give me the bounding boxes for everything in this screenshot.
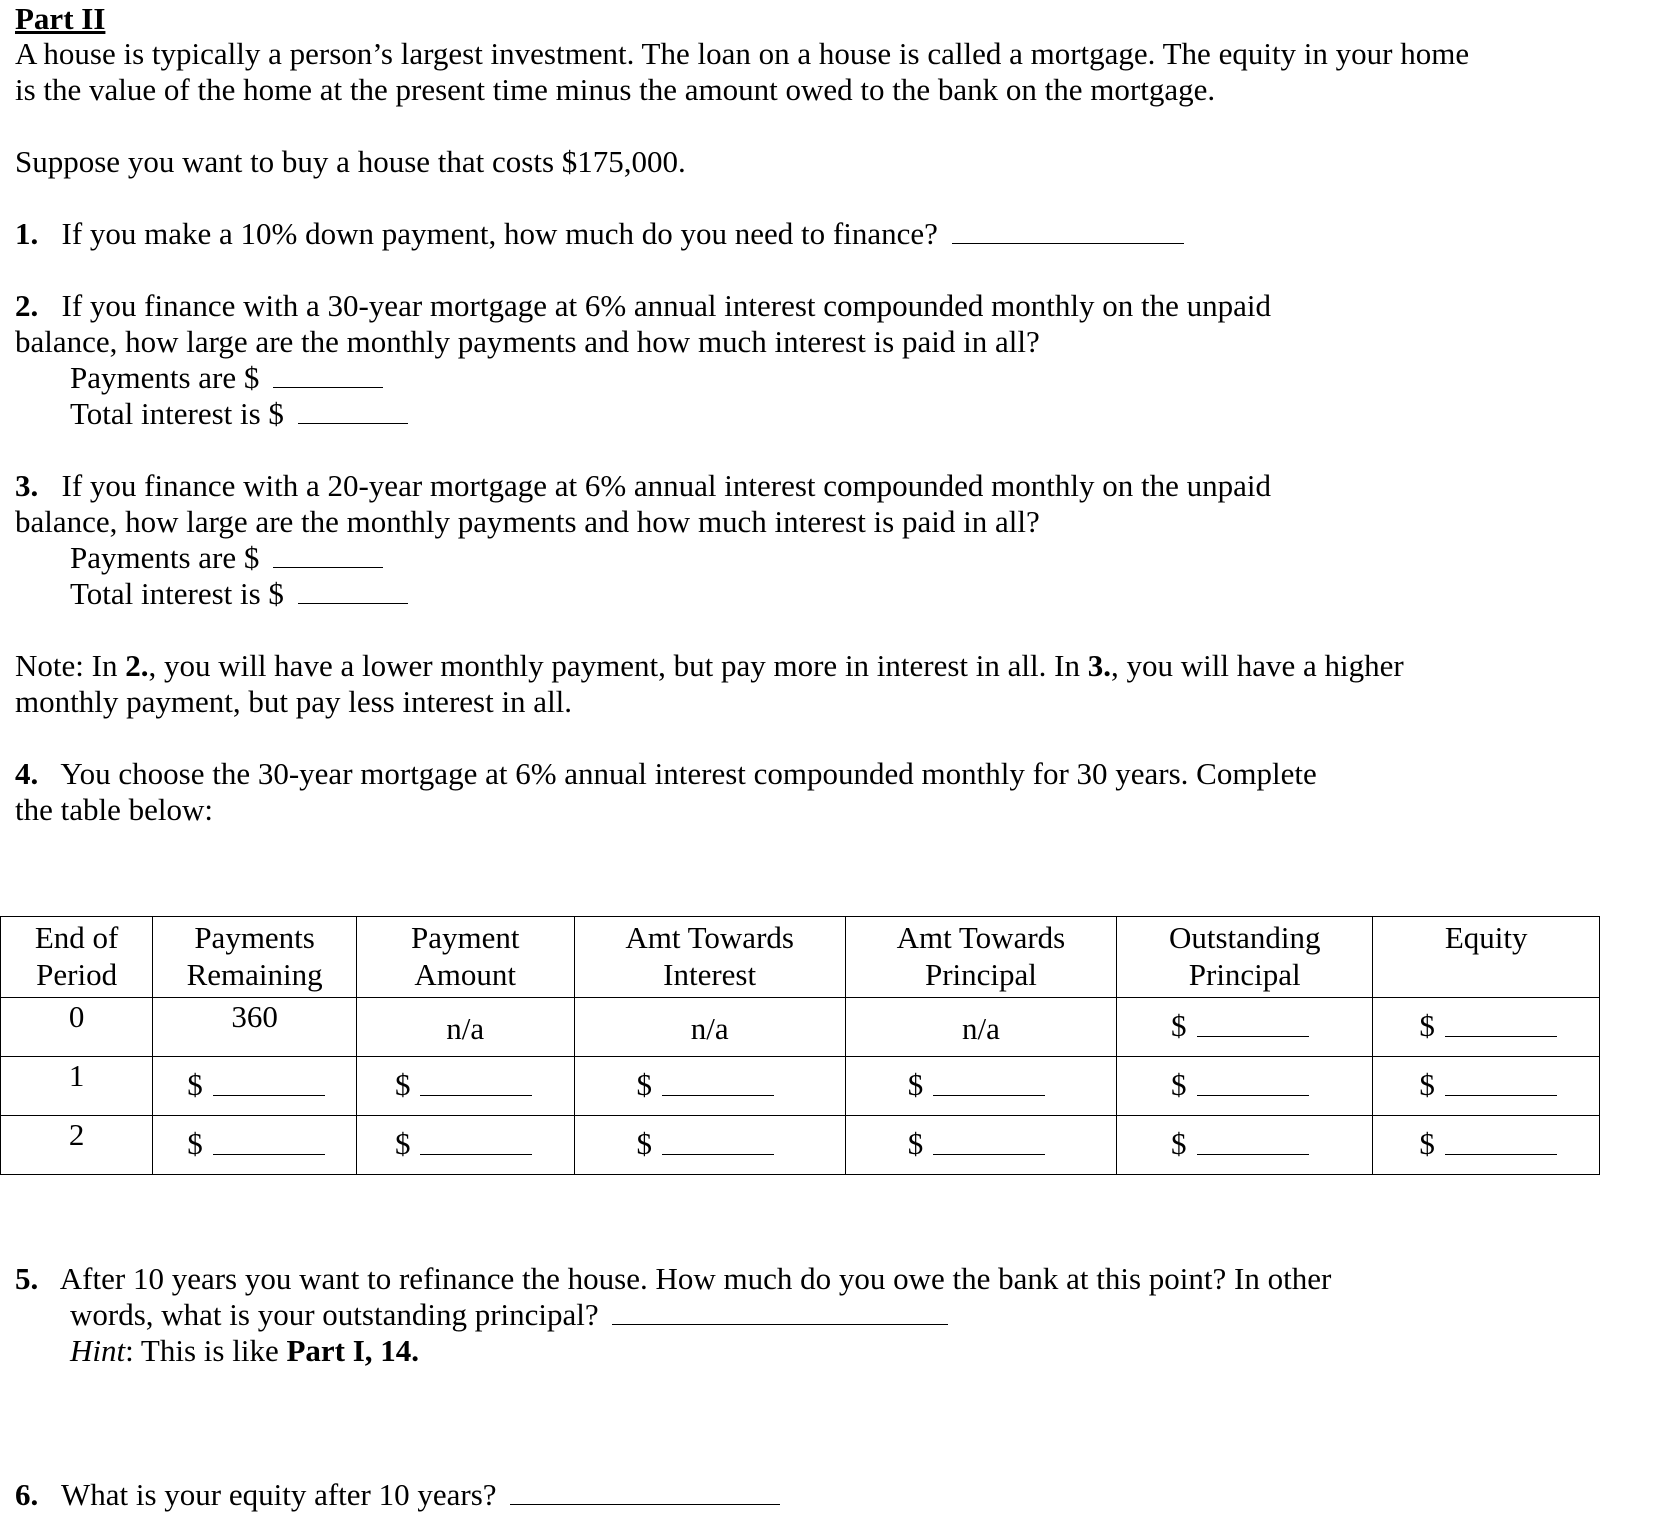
- question-1-text: If you make a 10% down payment, how much do you need to finance?: [61, 216, 938, 251]
- question-3-payments-blank[interactable]: [273, 541, 383, 568]
- intro-line-2: is the value of the home at the present time minus the amount owed to the bank on the mortgage.: [15, 72, 1216, 107]
- question-6: [15, 1476, 780, 1513]
- question-6-text: What is your equity after 10 years?: [60, 1477, 497, 1512]
- question-2-text: If you finance with a 30-year mortgage at 6% annual interest compounded monthly on the unpaid: [61, 288, 1271, 323]
- question-4-text: You choose the 30-year mortgage at 6% annual interest compounded monthly for 30 years. Complete: [60, 756, 1317, 791]
- note-text-e: , you will have a higher: [1110, 648, 1404, 683]
- principal-cell[interactable]: $: [845, 1057, 1116, 1116]
- question-3-interest: [70, 575, 408, 612]
- header-payment-amount: Payment Amount: [356, 917, 574, 998]
- table-row-0: [1, 998, 1600, 1057]
- table-row-2: [1, 1116, 1600, 1175]
- question-2-payments-label: Payments are $: [70, 360, 260, 395]
- principal-cell: n/a: [845, 998, 1116, 1057]
- amortization-table: [0, 916, 1600, 1175]
- question-3-interest-blank[interactable]: [298, 577, 408, 604]
- question-2-number: 2.: [15, 288, 39, 323]
- question-3-line-2: balance, how large are the monthly payments and how much interest is paid in all?: [15, 504, 1040, 539]
- part-title: Part II: [15, 1, 106, 36]
- question-5-answer-blank[interactable]: [612, 1298, 948, 1325]
- question-2-line-2: balance, how large are the monthly payments and how much interest is paid in all?: [15, 324, 1040, 359]
- note-ref-2: 2.: [125, 648, 149, 683]
- remaining-cell[interactable]: $: [153, 1057, 357, 1116]
- hint-label: Hint: [70, 1333, 126, 1368]
- header-outstanding-principal: Outstanding Principal: [1117, 917, 1373, 998]
- header-end-of-period: End of Period: [1, 917, 153, 998]
- outstanding-cell[interactable]: $: [1117, 1057, 1373, 1116]
- table-header-row: [1, 917, 1600, 998]
- period-cell: 0: [1, 998, 153, 1057]
- payment-amount-cell: n/a: [356, 998, 574, 1057]
- interest-cell: n/a: [574, 998, 845, 1057]
- question-2-interest: [70, 395, 408, 432]
- header-amt-towards-interest: Amt Towards Interest: [574, 917, 845, 998]
- note-line-1: [15, 647, 1404, 684]
- question-4-number: 4.: [15, 756, 39, 791]
- question-3-interest-label: Total interest is $: [70, 576, 284, 611]
- outstanding-cell[interactable]: $: [1117, 998, 1373, 1057]
- question-3-number: 3.: [15, 468, 39, 503]
- question-1: [15, 215, 1184, 252]
- question-5-hint: [70, 1332, 419, 1369]
- question-1-number: 1.: [15, 216, 39, 251]
- question-4-line-1: [15, 755, 1317, 792]
- hint-reference: Part I, 14.: [286, 1333, 420, 1368]
- header-equity: Equity: [1373, 917, 1600, 998]
- question-5-number: 5.: [15, 1261, 39, 1296]
- note-text-c: , you will have a lower monthly payment, but pay more in interest in all. In: [148, 648, 1088, 683]
- question-5-line-2: [70, 1296, 948, 1333]
- question-1-answer-blank[interactable]: [952, 217, 1184, 244]
- interest-cell[interactable]: $: [574, 1057, 845, 1116]
- principal-cell[interactable]: $: [845, 1116, 1116, 1175]
- outstanding-cell[interactable]: $: [1117, 1116, 1373, 1175]
- equity-cell[interactable]: $: [1373, 998, 1600, 1057]
- question-3-payments-label: Payments are $: [70, 540, 260, 575]
- question-5-text: After 10 years you want to refinance the house. How much do you owe the bank at this point? In other: [59, 1261, 1332, 1296]
- question-2-payments-blank[interactable]: [273, 361, 383, 388]
- note-text-a: Note: In: [15, 648, 126, 683]
- period-cell: 1: [1, 1057, 153, 1116]
- question-2-interest-label: Total interest is $: [70, 396, 284, 431]
- remaining-cell: 360: [153, 998, 357, 1057]
- payment-amount-cell[interactable]: $: [356, 1116, 574, 1175]
- note-ref-3: 3.: [1087, 648, 1111, 683]
- header-payments-remaining: Payments Remaining: [153, 917, 357, 998]
- hint-text: : This is like: [125, 1333, 287, 1368]
- question-6-number: 6.: [15, 1477, 39, 1512]
- period-cell: 2: [1, 1116, 153, 1175]
- remaining-cell[interactable]: $: [153, 1116, 357, 1175]
- suppose-text: Suppose you want to buy a house that costs $175,000.: [15, 144, 686, 179]
- note-line-2: monthly payment, but pay less interest in all.: [15, 684, 573, 719]
- header-amt-towards-principal: Amt Towards Principal: [845, 917, 1116, 998]
- equity-cell[interactable]: $: [1373, 1116, 1600, 1175]
- question-4-line-2: the table below:: [15, 792, 213, 827]
- question-5-text-2: words, what is your outstanding principal?: [70, 1297, 599, 1332]
- question-2-interest-blank[interactable]: [298, 397, 408, 424]
- question-6-answer-blank[interactable]: [510, 1478, 780, 1505]
- table-row-1: [1, 1057, 1600, 1116]
- question-3-payments: [70, 539, 383, 576]
- question-2-line-1: [15, 287, 1271, 324]
- equity-cell[interactable]: $: [1373, 1057, 1600, 1116]
- question-3-line-1: [15, 467, 1271, 504]
- question-5-line-1: [15, 1260, 1331, 1297]
- payment-amount-cell[interactable]: $: [356, 1057, 574, 1116]
- interest-cell[interactable]: $: [574, 1116, 845, 1175]
- question-3-text: If you finance with a 20-year mortgage at 6% annual interest compounded monthly on the unpaid: [61, 468, 1271, 503]
- intro-line-1: A house is typically a person’s largest investment. The loan on a house is called a mortgage. The equity in your home: [15, 36, 1470, 71]
- question-2-payments: [70, 359, 383, 396]
